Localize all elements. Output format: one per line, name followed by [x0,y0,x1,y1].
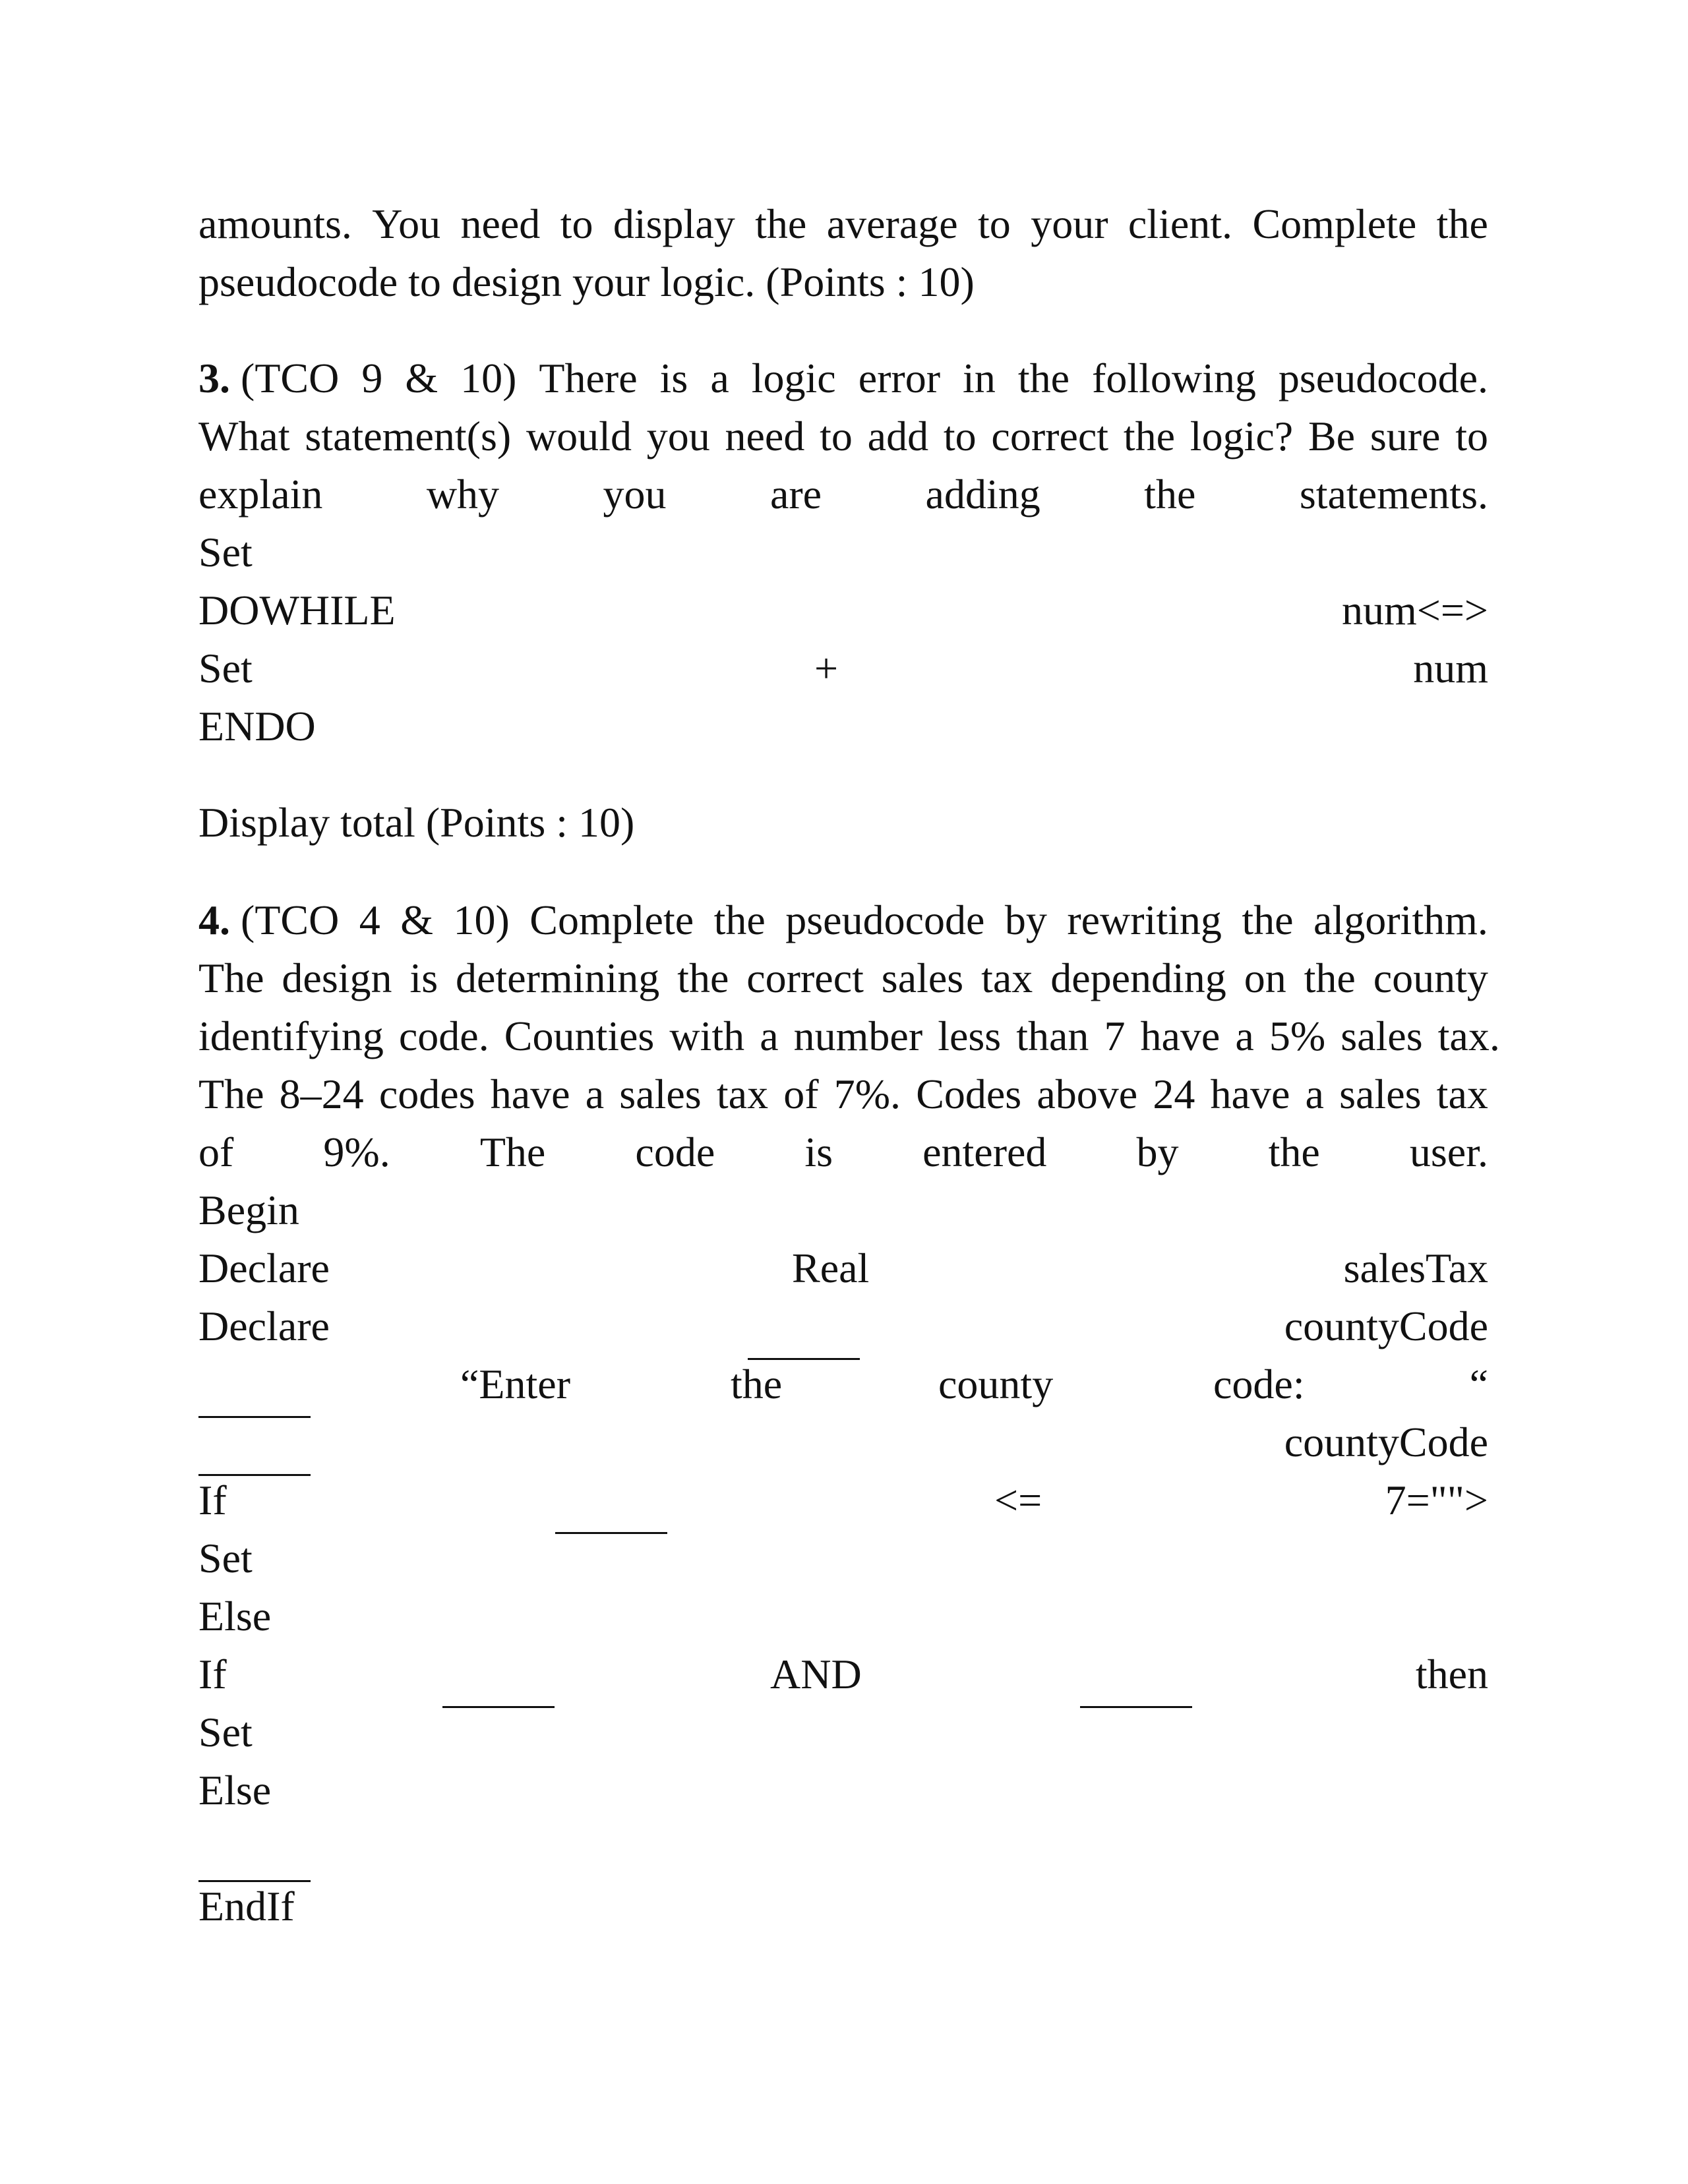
word: tax [1436,1071,1488,1117]
word: codes [378,1071,475,1117]
word: 9 [361,355,383,401]
q4-code-prompt: “Enter the county code: “ [198,1355,1488,1413]
q3-display-total: Display total (Points : 10) [198,799,635,846]
word: the [1144,471,1196,517]
q3-line-2 [198,407,1488,465]
word: amounts. [198,200,352,247]
word: why [426,471,500,517]
q4-code-set-1: Set [198,1535,253,1581]
word: are [769,471,822,517]
word: to [1455,413,1488,459]
word: tax [716,1071,769,1117]
word: number [793,1013,923,1059]
word: (TCO [241,355,340,401]
word: sales [881,955,964,1001]
word: your [1031,200,1108,247]
word-group [198,891,339,949]
q4-line-5 [198,1123,1488,1181]
word: the [713,897,766,943]
word: The [198,955,264,1001]
word: tax [981,955,1033,1001]
word: determining [456,955,660,1001]
word: 10) [460,355,517,401]
word: explain [198,471,323,517]
word: add [867,413,929,459]
word: user. [1409,1129,1488,1175]
word: identifying [198,1013,384,1059]
word: by [1004,897,1047,943]
word: than [1016,1013,1089,1059]
word: a [760,1013,779,1059]
word-group [198,349,339,407]
word: the [1017,355,1070,401]
question-2-tail [198,195,1488,311]
word: 7%. [833,1071,901,1117]
word: sales [1339,1071,1422,1117]
q2-line-1 [198,195,1488,253]
q4-line-2 [198,949,1488,1007]
word: is [659,355,688,401]
word: depending [1050,955,1226,1001]
word: 7 [1104,1013,1126,1059]
q3-line-3 [198,465,1488,523]
word: (TCO [241,897,340,943]
word: display [613,200,735,247]
question-number: 4. [198,897,230,943]
word: the [1304,955,1356,1001]
word: average [826,200,958,247]
q3-code-set-1: Set [198,529,253,576]
word: is [409,955,438,1001]
q4-code-else-1: Else [198,1593,272,1639]
word: the [677,955,729,1001]
word: rewriting [1067,897,1222,943]
q4-code-begin: Begin [198,1187,299,1233]
q2-line-2: pseudocode to design your logic. (Points : 10) [198,258,975,305]
word: Counties [504,1013,655,1059]
word: You [372,200,441,247]
word: to [978,200,1011,247]
word: code [635,1129,715,1175]
word: Complete [529,897,694,943]
word: following [1092,355,1256,401]
word: to [943,413,977,459]
word: in [963,355,996,401]
word: sales [1341,1013,1423,1059]
word: error [858,355,941,401]
word: need [725,413,805,459]
word: The [479,1129,546,1175]
q4-code-input: countyCode [198,1413,1488,1471]
word: 10) [453,897,510,943]
word: pseudocode. [1278,355,1488,401]
word: 4 [359,897,380,943]
q4-line-4 [198,1065,1488,1123]
word: design [282,955,392,1001]
q4-code-endif: EndIf [198,1883,295,1930]
word: with [669,1013,745,1059]
q3-code-set-2: Set + num [198,645,1488,692]
word: Codes [916,1071,1022,1117]
question-3 [198,349,1488,852]
word: tax. [1437,1013,1500,1059]
word: sure [1370,413,1441,459]
word: above [1037,1071,1138,1117]
word: algorithm. [1313,897,1488,943]
word: you [646,413,710,459]
word: 5% [1269,1013,1326,1059]
word: & [400,897,434,943]
word: on [1244,955,1286,1001]
q4-line-3 [198,1007,1500,1065]
word: to [820,413,853,459]
word: logic [751,355,836,401]
word: adding [925,471,1040,517]
word: statements. [1299,471,1488,517]
q4-code-blank-line [198,1819,1488,1877]
word: have [490,1071,570,1117]
word: the [755,200,807,247]
word: county [1373,955,1488,1001]
q4-code-if-1: If <= 7=""> [198,1471,1488,1529]
q4-code-if-2: If AND then [198,1645,1488,1703]
word: less [938,1013,1002,1059]
word: Complete [1252,200,1417,247]
word: the [1436,200,1488,247]
word: logic? [1190,413,1294,459]
word: a [1305,1071,1324,1117]
word: need [460,200,541,247]
word: a [1235,1013,1254,1059]
word: by [1136,1129,1179,1175]
word: of [198,1129,234,1175]
word: 9%. [323,1129,390,1175]
word: a [710,355,729,401]
word: code. [398,1013,489,1059]
word: sales [619,1071,702,1117]
q3-line-1 [198,349,1488,407]
word: What [198,413,290,459]
word: to [560,200,593,247]
word: have [1140,1013,1221,1059]
word: of [783,1071,819,1117]
word: correct [746,955,864,1001]
q3-code-dowhile: DOWHILE num<=> [198,587,1488,634]
word: 24 [1153,1071,1195,1117]
q4-code-declare-countycode: Declare countyCode [198,1297,1488,1355]
word: entered [922,1129,1047,1175]
word: correct [991,413,1109,459]
word: the [1242,897,1294,943]
word: There [539,355,638,401]
q4-code-set-2: Set [198,1709,253,1756]
word: client. [1128,200,1233,247]
word: would [526,413,632,459]
q3-code-endo: ENDO [198,703,316,750]
q4-code-declare-real: Declare Real salesTax [198,1245,1488,1291]
word: Be [1308,413,1356,459]
word: pseudocode [785,897,985,943]
word: a [585,1071,605,1117]
word: The [198,1071,264,1117]
word: the [1268,1129,1320,1175]
word: statement(s) [305,413,512,459]
word: & [405,355,438,401]
word: you [603,471,667,517]
word: have [1210,1071,1290,1117]
question-number: 3. [198,355,230,401]
q4-line-1 [198,891,1488,949]
question-4 [198,891,1500,1935]
word: the [1123,413,1175,459]
word: 8–24 [279,1071,364,1117]
word: is [804,1129,833,1175]
q4-code-else-2: Else [198,1767,272,1814]
